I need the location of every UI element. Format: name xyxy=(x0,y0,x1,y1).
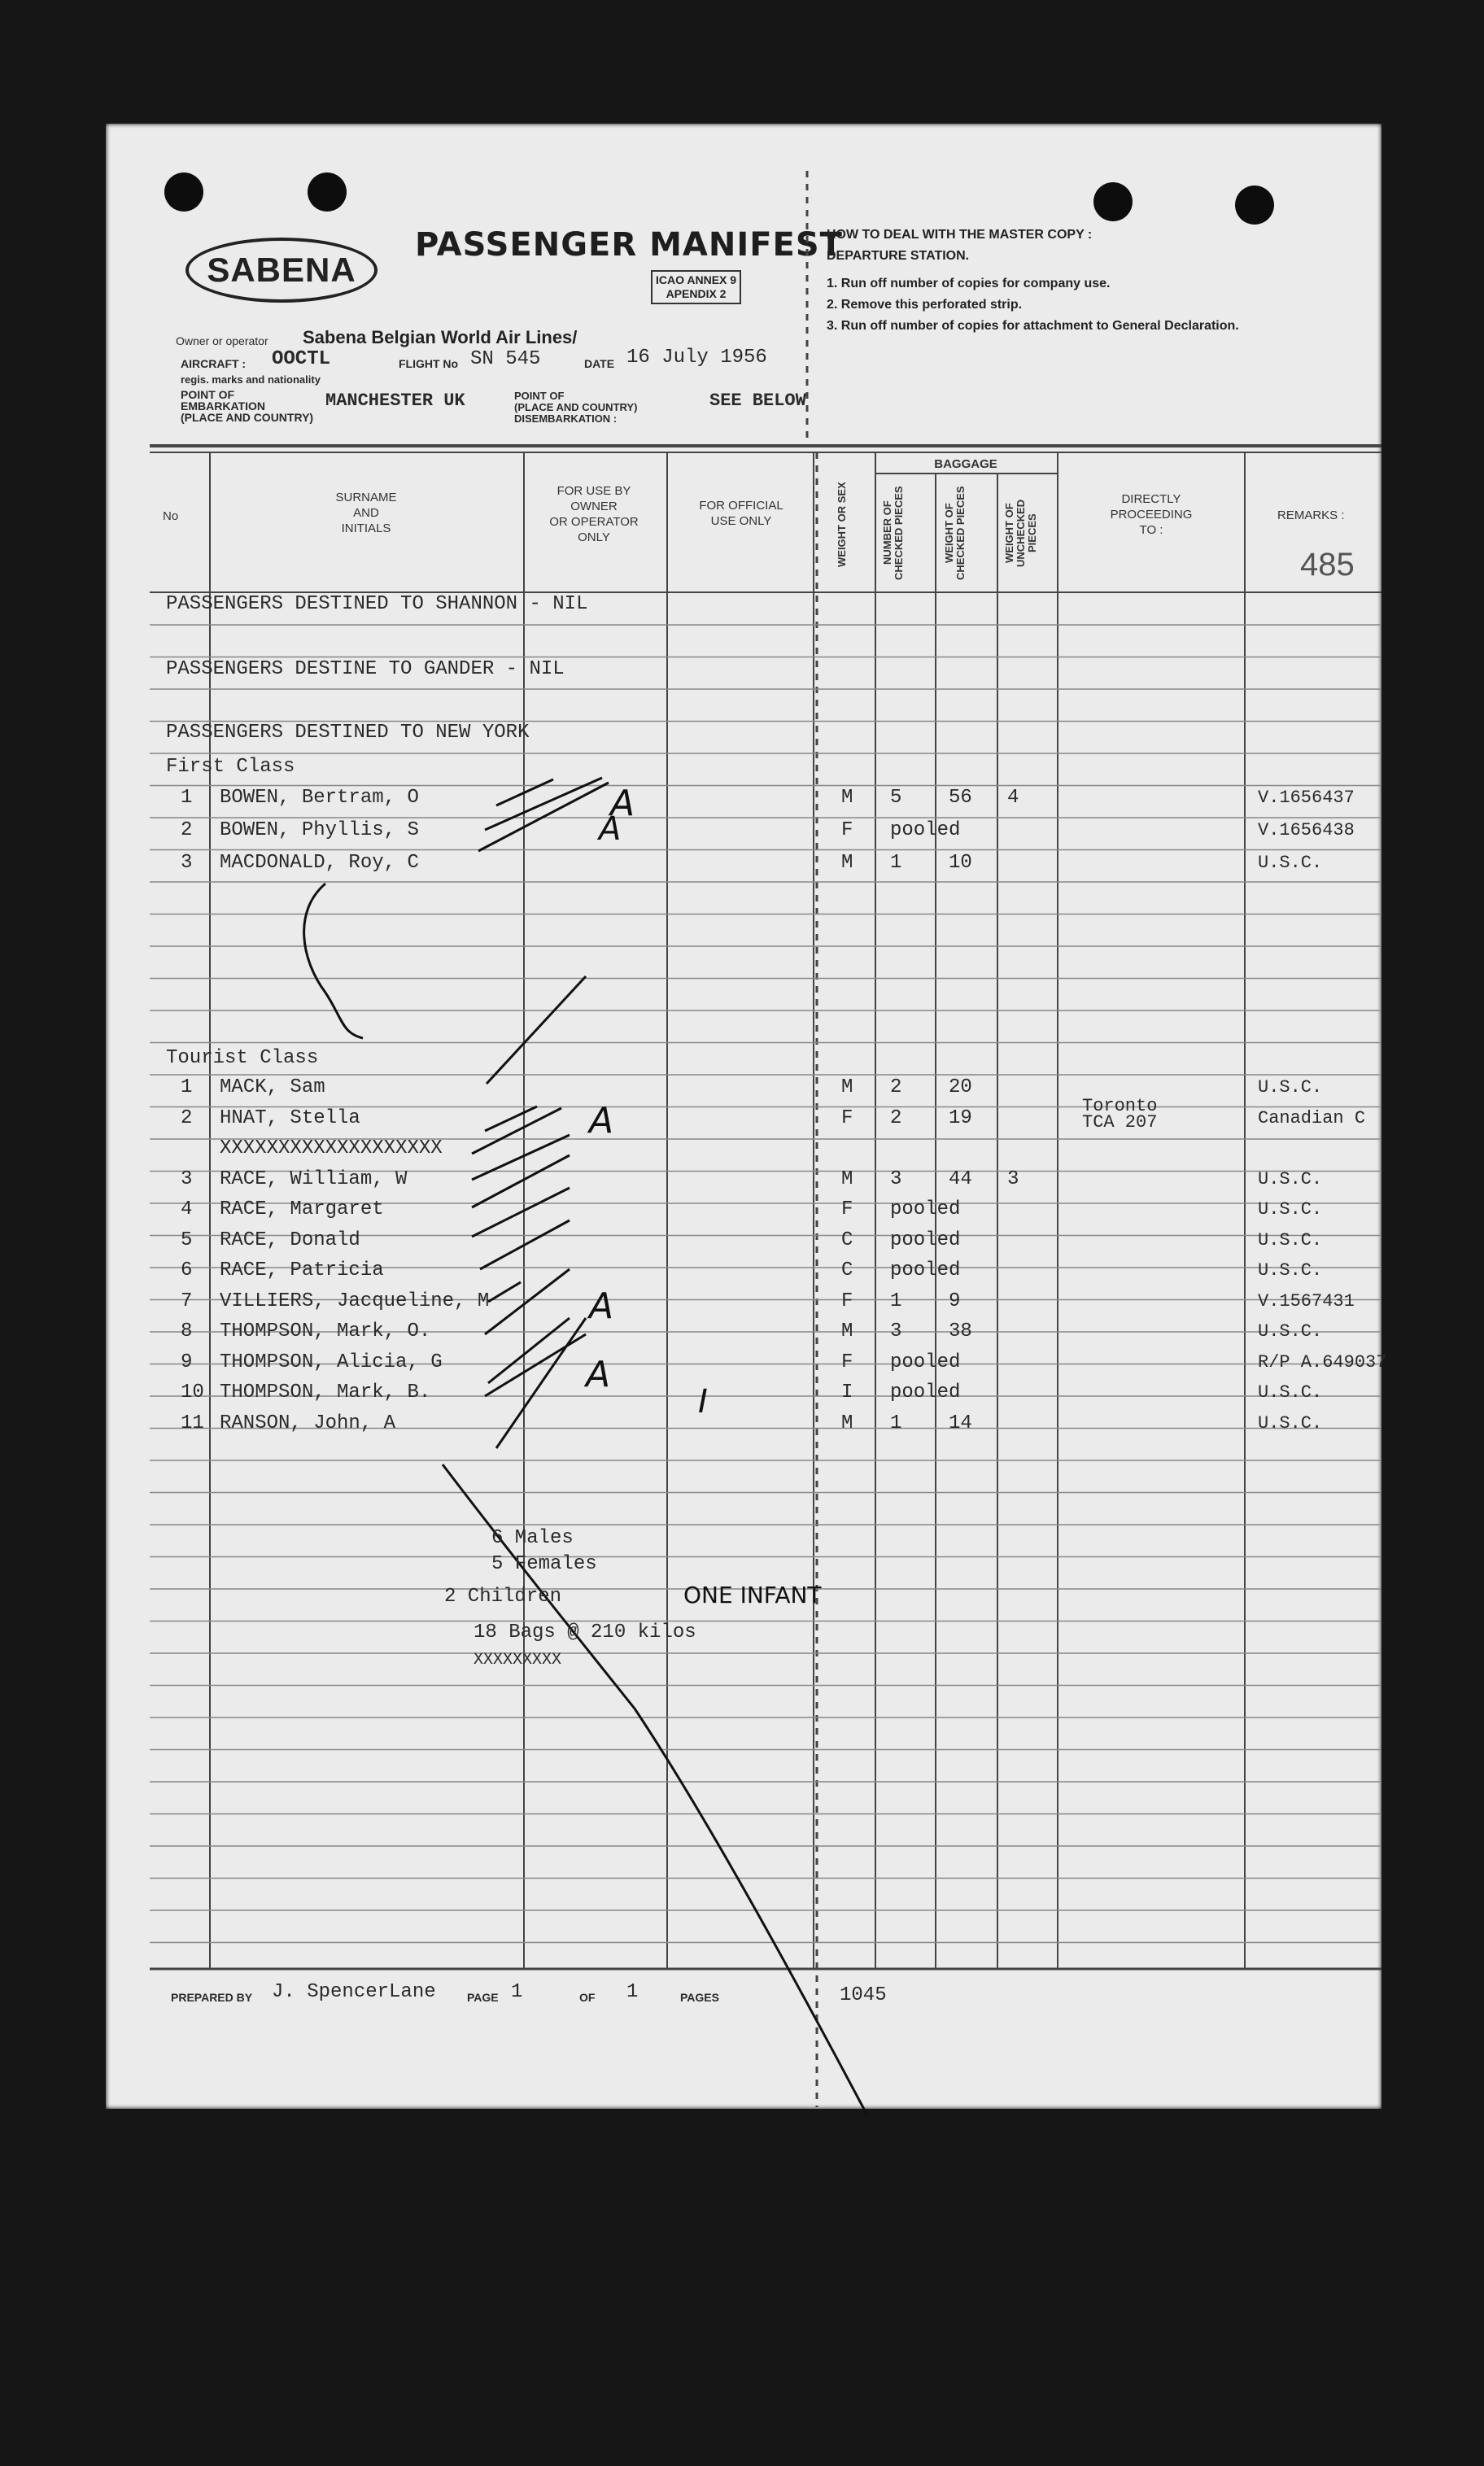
disembarkation-value: SEE BELOW xyxy=(709,391,806,411)
column-weight-sex: WEIGHT OR SEX xyxy=(836,482,848,568)
cell-pieces: 3 xyxy=(890,1320,902,1342)
cell-weight: 56 xyxy=(949,787,972,809)
handwritten-mark: I xyxy=(698,1383,708,1421)
cell-no: 3 xyxy=(181,1168,193,1190)
cell-name: HNAT, Stella xyxy=(220,1106,360,1129)
instruction-item: 3. Run off number of copies for attachment to General Declaration. xyxy=(827,319,1239,333)
cell-name: RACE, William, W xyxy=(220,1168,408,1190)
page-value: 1 xyxy=(511,1981,523,2003)
cell-weight: 38 xyxy=(949,1320,972,1342)
sabena-logo: SABENA xyxy=(186,238,378,303)
column-official-use: FOR OFFICIAL USE ONLY xyxy=(699,499,783,528)
cell-pieces: pooled xyxy=(890,1198,961,1220)
cell-proceeding: Toronto TCA 207 xyxy=(1082,1095,1158,1133)
cell-name: RACE, Margaret xyxy=(220,1198,384,1220)
cell-remarks: Canadian C xyxy=(1258,1107,1366,1128)
cell-name: BOWEN, Phyllis, S xyxy=(220,819,419,841)
cell-remarks: V.1567431 xyxy=(1258,1290,1355,1312)
total-children: 2 Children xyxy=(444,1586,562,1608)
instructions-title: HOW TO DEAL WITH THE MASTER COPY : xyxy=(827,228,1093,242)
prepared-label: PREPARED BY xyxy=(171,1991,253,2004)
cell-weight: 44 xyxy=(949,1168,972,1190)
disembarkation-label: POINT OF (PLACE AND COUNTRY) DISEMBARKATION : xyxy=(514,390,638,425)
cell-pieces: 2 xyxy=(890,1076,902,1098)
cell-remarks: U.S.C. xyxy=(1258,1382,1323,1403)
cell-remarks: U.S.C. xyxy=(1258,1199,1323,1220)
instruction-item: 2. Remove this perforated strip. xyxy=(827,298,1023,312)
cell-name: THOMPSON, Mark, B. xyxy=(220,1381,431,1403)
prepared-value: J. SpencerLane xyxy=(272,1981,436,2003)
cell-no: 11 xyxy=(181,1412,204,1434)
cell-name: THOMPSON, Alicia, G xyxy=(220,1351,443,1373)
cell-sex: F xyxy=(841,1106,853,1129)
handwritten-mark: A xyxy=(599,810,622,848)
column-weight-unchecked: WEIGHT OF UNCHECKED PIECES xyxy=(1003,499,1038,567)
instruction-item: 1. Run off number of copies for company use. xyxy=(827,277,1111,290)
cell-name: RANSON, John, A xyxy=(220,1412,396,1434)
column-owner-use: FOR USE BY OWNER OR OPERATOR ONLY xyxy=(549,484,639,544)
cell-pieces: pooled xyxy=(890,1229,961,1251)
first-class-label: First Class xyxy=(166,756,295,778)
cell-sex: C xyxy=(841,1229,853,1251)
cell-no: 2 xyxy=(181,1106,193,1129)
cell-name: THOMPSON, Mark, O. xyxy=(220,1320,431,1342)
cell-sex: F xyxy=(841,1290,853,1312)
tourist-class-label: Tourist Class xyxy=(166,1047,319,1069)
flight-value: SN 545 xyxy=(470,348,541,370)
section-shannon: PASSENGERS DESTINED TO SHANNON - NIL xyxy=(166,593,588,615)
handwritten-mark: A xyxy=(586,1354,611,1395)
cell-remarks: U.S.C. xyxy=(1258,1260,1323,1281)
of-label: OF xyxy=(579,1991,596,2004)
cell-no: 1 xyxy=(181,787,193,809)
cell-sex: F xyxy=(841,819,853,841)
cell-weight: 20 xyxy=(949,1076,972,1098)
cell-weight: 10 xyxy=(949,852,972,874)
cell-no: 8 xyxy=(181,1320,193,1342)
cell-unchecked: 4 xyxy=(1007,787,1019,809)
cell-remarks: V.1656437 xyxy=(1258,788,1355,808)
owner-label: Owner or operator xyxy=(176,334,268,347)
owner-value: Sabena Belgian World Air Lines/ xyxy=(303,327,578,347)
of-value: 1 xyxy=(626,1981,639,2003)
cell-weight: 14 xyxy=(949,1412,972,1434)
embarkation-value: MANCHESTER UK xyxy=(325,391,465,411)
column-num-checked: NUMBER OF CHECKED PIECES xyxy=(881,486,905,580)
page-label: PAGE xyxy=(467,1991,499,2004)
cell-name: XXXXXXXXXXXXXXXXXXX xyxy=(220,1137,443,1159)
cell-name: VILLIERS, Jacqueline, M xyxy=(220,1290,490,1312)
column-surname: SURNAME AND INITIALS xyxy=(335,491,397,535)
cell-no: 5 xyxy=(181,1229,193,1251)
total-males: 6 Males xyxy=(491,1527,574,1549)
cell-no: 9 xyxy=(181,1351,193,1373)
handwritten-mark: A xyxy=(589,1100,614,1141)
cell-sex: M xyxy=(841,1076,853,1098)
total-bags: 18 Bags @ 210 kilos xyxy=(474,1621,696,1643)
total-weight: 1045 xyxy=(840,1984,887,2006)
cell-name: MACDONALD, Roy, C xyxy=(220,852,419,874)
column-no: No xyxy=(163,509,179,523)
cell-name: BOWEN, Bertram, O xyxy=(220,787,419,809)
cell-sex: I xyxy=(841,1381,853,1403)
cell-remarks: U.S.C. xyxy=(1258,1077,1323,1098)
cell-pieces: pooled xyxy=(890,1381,961,1403)
cell-no: 7 xyxy=(181,1290,193,1312)
cell-sex: F xyxy=(841,1198,853,1220)
cell-remarks: U.S.C. xyxy=(1258,853,1323,873)
cell-name: RACE, Patricia xyxy=(220,1259,384,1281)
embarkation-label: POINT OF EMBARKATION (PLACE AND COUNTRY) xyxy=(181,388,314,424)
cell-unchecked: 3 xyxy=(1007,1168,1019,1190)
cell-sex: F xyxy=(841,1351,853,1373)
cell-remarks: U.S.C. xyxy=(1258,1168,1323,1189)
cell-weight: 9 xyxy=(949,1290,961,1312)
handwritten-mark: A xyxy=(610,783,635,824)
cell-remarks: R/P A.649037 xyxy=(1258,1351,1387,1373)
cell-weight: 19 xyxy=(949,1106,972,1129)
date-value: 16 July 1956 xyxy=(626,347,767,369)
cell-sex: C xyxy=(841,1259,853,1281)
column-baggage: BAGGAGE xyxy=(934,457,997,471)
cell-pieces: 1 xyxy=(890,852,902,874)
struck-text: XXXXXXXXX xyxy=(474,1651,562,1669)
total-females: 5 Females xyxy=(491,1553,597,1575)
cell-sex: M xyxy=(841,1412,853,1434)
cell-pieces: 1 xyxy=(890,1412,902,1434)
cell-pieces: 5 xyxy=(890,787,902,809)
cell-no: 6 xyxy=(181,1259,193,1281)
cell-name: MACK, Sam xyxy=(220,1076,325,1098)
handwritten-mark: A xyxy=(589,1285,614,1327)
column-proceeding: DIRECTLY PROCEEDING TO : xyxy=(1110,492,1193,537)
flight-label: FLIGHT No xyxy=(399,357,459,370)
instructions-subtitle: DEPARTURE STATION. xyxy=(827,249,970,263)
date-label: DATE xyxy=(584,357,615,370)
icao-reference: ICAO ANNEX 9 APENDIX 2 xyxy=(651,270,741,304)
infant-note: ONE INFANT xyxy=(683,1582,822,1608)
cell-sex: M xyxy=(841,787,853,809)
pages-label: PAGES xyxy=(680,1991,719,2004)
cell-name: RACE, Donald xyxy=(220,1229,360,1251)
page-title: PASSENGER MANIFEST xyxy=(415,226,843,264)
cell-no: 10 xyxy=(181,1381,204,1403)
cell-pieces: pooled xyxy=(890,819,961,841)
column-remarks: REMARKS : xyxy=(1277,508,1345,522)
cell-sex: M xyxy=(841,852,853,874)
cell-sex: M xyxy=(841,1320,853,1342)
column-weight-checked: WEIGHT OF CHECKED PIECES xyxy=(943,486,967,580)
cell-sex: M xyxy=(841,1168,853,1190)
cell-remarks: V.1656438 xyxy=(1258,820,1355,840)
section-gander: PASSENGERS DESTINE TO GANDER - NIL xyxy=(166,658,565,680)
cell-remarks: U.S.C. xyxy=(1258,1412,1323,1434)
cell-no: 1 xyxy=(181,1076,193,1098)
remarks-number: 485 xyxy=(1300,547,1355,583)
aircraft-label: AIRCRAFT : xyxy=(181,357,247,370)
cell-no: 4 xyxy=(181,1198,193,1220)
cell-pieces: 3 xyxy=(890,1168,902,1190)
cell-remarks: U.S.C. xyxy=(1258,1229,1323,1250)
cell-pieces: 2 xyxy=(890,1106,902,1129)
cell-pieces: 1 xyxy=(890,1290,902,1312)
cell-no: 3 xyxy=(181,852,193,874)
aircraft-sub: regis. marks and nationality xyxy=(181,373,321,386)
cell-pieces: pooled xyxy=(890,1259,961,1281)
section-new-york: PASSENGERS DESTINED TO NEW YORK xyxy=(166,722,530,744)
aircraft-value: OOCTL xyxy=(272,348,331,370)
cell-pieces: pooled xyxy=(890,1351,961,1373)
cell-remarks: U.S.C. xyxy=(1258,1321,1323,1342)
cell-no: 2 xyxy=(181,819,193,841)
